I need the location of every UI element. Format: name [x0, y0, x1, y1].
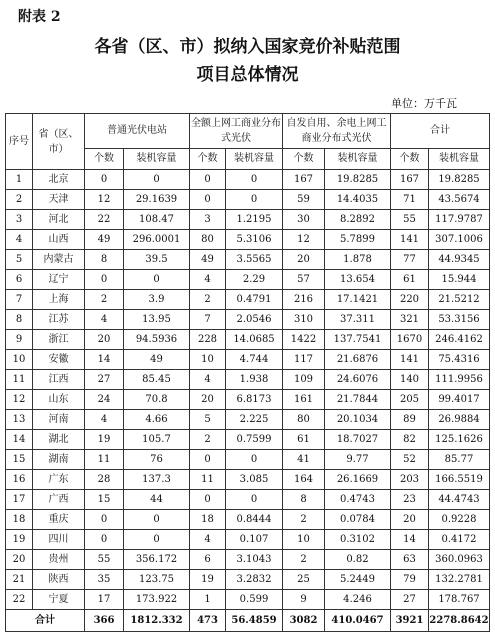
data-cell: 99.4017	[429, 390, 490, 410]
data-cell: 0.599	[226, 590, 283, 610]
data-cell: 2.29	[226, 270, 283, 290]
data-cell: 220	[391, 290, 429, 310]
data-cell: 94.5936	[124, 330, 190, 350]
data-cell: 49	[85, 230, 124, 250]
seq-cell: 14	[6, 430, 33, 450]
data-cell: 0	[124, 510, 190, 530]
data-cell: 49	[190, 250, 226, 270]
data-cell: 23	[391, 490, 429, 510]
data-cell: 0.9228	[429, 510, 490, 530]
subheader-capacity: 装机容量	[226, 149, 283, 170]
table-row	[6, 550, 490, 570]
data-cell: 105.7	[124, 430, 190, 450]
data-cell: 0	[226, 190, 283, 210]
total-cell: 56.4859	[226, 610, 283, 632]
table-row	[6, 230, 490, 250]
data-cell: 21.6876	[325, 350, 391, 370]
data-cell: 111.9956	[429, 370, 490, 390]
table-row	[6, 190, 490, 210]
data-cell: 17.1421	[325, 290, 391, 310]
data-cell: 8	[85, 250, 124, 270]
data-cell: 3.2832	[226, 570, 283, 590]
data-cell: 12	[85, 190, 124, 210]
province-cell: 陕西	[33, 570, 85, 590]
data-cell: 108.47	[124, 210, 190, 230]
data-cell: 0	[226, 490, 283, 510]
seq-cell: 4	[6, 230, 33, 250]
province-cell: 北京	[33, 170, 85, 190]
data-cell: 9	[283, 590, 325, 610]
data-cell: 137.7541	[325, 330, 391, 350]
data-cell: 0	[226, 450, 283, 470]
data-cell: 0	[124, 270, 190, 290]
province-cell: 宁夏	[33, 590, 85, 610]
table-row	[6, 470, 490, 490]
unit-label: 单位：万千瓦	[391, 97, 457, 110]
data-cell: 4	[190, 270, 226, 290]
table-row	[6, 210, 490, 230]
table-row	[6, 430, 490, 450]
data-cell: 70.8	[124, 390, 190, 410]
data-cell: 132.2781	[429, 570, 490, 590]
seq-cell: 6	[6, 270, 33, 290]
data-cell: 22	[85, 210, 124, 230]
total-cell: 3082	[283, 610, 325, 632]
table-row	[6, 310, 490, 330]
seq-cell: 9	[6, 330, 33, 350]
data-cell: 35	[85, 570, 124, 590]
data-cell: 44.9345	[429, 250, 490, 270]
data-cell: 61	[391, 270, 429, 290]
data-cell: 44	[124, 490, 190, 510]
data-cell: 27	[85, 370, 124, 390]
data-cell: 43.5674	[429, 190, 490, 210]
table-row	[6, 590, 490, 610]
data-cell: 25	[283, 570, 325, 590]
table-row	[6, 290, 490, 310]
data-cell: 2.0546	[226, 310, 283, 330]
seq-cell: 3	[6, 210, 33, 230]
data-cell: 29.1639	[124, 190, 190, 210]
data-cell: 11	[85, 450, 124, 470]
seq-cell: 2	[6, 190, 33, 210]
province-cell: 天津	[33, 190, 85, 210]
data-cell: 89	[391, 410, 429, 430]
data-cell: 0.0784	[325, 510, 391, 530]
province-cell: 河南	[33, 410, 85, 430]
data-cell: 4	[190, 370, 226, 390]
header-total: 合计	[391, 114, 490, 149]
data-cell: 80	[283, 410, 325, 430]
data-cell: 1.2195	[226, 210, 283, 230]
subheader-count: 个数	[283, 149, 325, 170]
total-cell: 366	[85, 610, 124, 632]
data-cell: 203	[391, 470, 429, 490]
data-cell: 75.4316	[429, 350, 490, 370]
data-cell: 76	[124, 450, 190, 470]
province-cell: 广西	[33, 490, 85, 510]
data-cell: 0.4172	[429, 530, 490, 550]
seq-cell: 8	[6, 310, 33, 330]
seq-cell: 10	[6, 350, 33, 370]
data-cell: 12	[283, 230, 325, 250]
data-cell: 0.7599	[226, 430, 283, 450]
data-cell: 20.1034	[325, 410, 391, 430]
data-cell: 28	[85, 470, 124, 490]
seq-cell: 21	[6, 570, 33, 590]
data-cell: 18.7027	[325, 430, 391, 450]
data-cell: 19	[190, 570, 226, 590]
province-cell: 浙江	[33, 330, 85, 350]
data-cell: 0	[190, 490, 226, 510]
data-cell: 20	[85, 330, 124, 350]
data-cell: 2	[283, 550, 325, 570]
data-cell: 85.45	[124, 370, 190, 390]
data-cell: 137.3	[124, 470, 190, 490]
total-label: 合计	[6, 610, 85, 632]
data-cell: 41	[283, 450, 325, 470]
subheader-count: 个数	[85, 149, 124, 170]
data-cell: 53.3156	[429, 310, 490, 330]
data-cell: 39.5	[124, 250, 190, 270]
data-cell: 307.1006	[429, 230, 490, 250]
province-cell: 贵州	[33, 550, 85, 570]
header-self-use-distributed: 自发自用、余电上网工商业分布式光伏	[283, 114, 391, 149]
data-cell: 1.938	[226, 370, 283, 390]
data-cell: 17	[85, 590, 124, 610]
province-cell: 山西	[33, 230, 85, 250]
data-cell: 0.82	[325, 550, 391, 570]
table-row	[6, 250, 490, 270]
data-cell: 0.107	[226, 530, 283, 550]
province-cell: 湖北	[33, 430, 85, 450]
table-row	[6, 350, 490, 370]
province-cell: 湖南	[33, 450, 85, 470]
data-cell: 205	[391, 390, 429, 410]
province-cell: 安徽	[33, 350, 85, 370]
data-cell: 1422	[283, 330, 325, 350]
data-cell: 173.922	[124, 590, 190, 610]
data-cell: 30	[283, 210, 325, 230]
data-cell: 117	[283, 350, 325, 370]
data-cell: 3	[190, 210, 226, 230]
data-cell: 0	[190, 450, 226, 470]
data-cell: 14	[391, 530, 429, 550]
seq-cell: 19	[6, 530, 33, 550]
seq-cell: 5	[6, 250, 33, 270]
data-cell: 49	[124, 350, 190, 370]
data-cell: 109	[283, 370, 325, 390]
appendix-label: 附表 2	[18, 9, 61, 25]
data-cell: 85.77	[429, 450, 490, 470]
data-cell: 13.654	[325, 270, 391, 290]
data-cell: 79	[391, 570, 429, 590]
data-cell: 0	[85, 170, 124, 190]
table-row	[6, 270, 490, 290]
data-cell: 71	[391, 190, 429, 210]
data-cell: 20	[391, 510, 429, 530]
province-cell: 河北	[33, 210, 85, 230]
data-cell: 167	[391, 170, 429, 190]
data-cell: 125.1626	[429, 430, 490, 450]
data-cell: 63	[391, 550, 429, 570]
data-cell: 1670	[391, 330, 429, 350]
data-cell: 117.9787	[429, 210, 490, 230]
province-cell: 内蒙古	[33, 250, 85, 270]
data-cell: 164	[283, 470, 325, 490]
data-cell: 1.878	[325, 250, 391, 270]
data-cell: 2.225	[226, 410, 283, 430]
table-row	[6, 450, 490, 470]
data-cell: 6	[190, 550, 226, 570]
province-cell: 广东	[33, 470, 85, 490]
page-title: 各省（区、市）拟纳入国家竞价补贴范围	[94, 37, 401, 57]
data-cell: 5	[190, 410, 226, 430]
data-cell: 19.8285	[325, 170, 391, 190]
data-cell: 321	[391, 310, 429, 330]
data-cell: 11	[190, 470, 226, 490]
data-cell: 26.1669	[325, 470, 391, 490]
data-cell: 2	[283, 510, 325, 530]
data-cell: 4.66	[124, 410, 190, 430]
data-cell: 0	[124, 530, 190, 550]
data-cell: 27	[391, 590, 429, 610]
seq-cell: 22	[6, 590, 33, 610]
data-cell: 3.5565	[226, 250, 283, 270]
province-cell: 重庆	[33, 510, 85, 530]
data-cell: 21.5212	[429, 290, 490, 310]
header-utility-pv: 普通光伏电站	[85, 114, 190, 149]
seq-cell: 20	[6, 550, 33, 570]
data-cell: 24	[85, 390, 124, 410]
data-cell: 20	[283, 250, 325, 270]
data-cell: 141	[391, 350, 429, 370]
data-cell: 20	[190, 390, 226, 410]
data-cell: 0.8444	[226, 510, 283, 530]
data-cell: 59	[283, 190, 325, 210]
data-cell: 9.77	[325, 450, 391, 470]
data-cell: 21.7844	[325, 390, 391, 410]
data-cell: 8	[283, 490, 325, 510]
data-cell: 8.2892	[325, 210, 391, 230]
data-cell: 15	[85, 490, 124, 510]
data-cell: 1	[190, 590, 226, 610]
data-cell: 178.767	[429, 590, 490, 610]
table-row	[6, 330, 490, 350]
data-cell: 4	[85, 310, 124, 330]
total-cell: 2278.8642	[429, 610, 490, 632]
data-cell: 4	[85, 410, 124, 430]
header-province: 省（区、市）	[33, 114, 85, 170]
data-cell: 161	[283, 390, 325, 410]
data-cell: 4	[190, 530, 226, 550]
data-cell: 246.4162	[429, 330, 490, 350]
data-cell: 0	[190, 170, 226, 190]
seq-cell: 18	[6, 510, 33, 530]
data-cell: 360.0963	[429, 550, 490, 570]
data-cell: 3.9	[124, 290, 190, 310]
data-cell: 0	[190, 190, 226, 210]
data-cell: 52	[391, 450, 429, 470]
data-cell: 0.4791	[226, 290, 283, 310]
data-cell: 7	[190, 310, 226, 330]
seq-cell: 13	[6, 410, 33, 430]
data-cell: 4.744	[226, 350, 283, 370]
data-cell: 26.9884	[429, 410, 490, 430]
data-cell: 15.944	[429, 270, 490, 290]
subheader-capacity: 装机容量	[124, 149, 190, 170]
data-cell: 296.0001	[124, 230, 190, 250]
province-cell: 山东	[33, 390, 85, 410]
province-cell: 江西	[33, 370, 85, 390]
data-cell: 19.8285	[429, 170, 490, 190]
project-table	[5, 113, 490, 632]
table-row	[6, 390, 490, 410]
data-cell: 167	[283, 170, 325, 190]
table-row	[6, 170, 490, 190]
data-cell: 356.172	[124, 550, 190, 570]
data-cell: 123.75	[124, 570, 190, 590]
subheader-capacity: 装机容量	[429, 149, 490, 170]
data-cell: 55	[85, 550, 124, 570]
data-cell: 14.0685	[226, 330, 283, 350]
province-cell: 辽宁	[33, 270, 85, 290]
seq-cell: 1	[6, 170, 33, 190]
seq-cell: 16	[6, 470, 33, 490]
data-cell: 2	[190, 430, 226, 450]
data-cell: 0	[124, 170, 190, 190]
table-row	[6, 410, 490, 430]
data-cell: 14.4035	[325, 190, 391, 210]
seq-cell: 7	[6, 290, 33, 310]
seq-cell: 17	[6, 490, 33, 510]
data-cell: 19	[85, 430, 124, 450]
data-cell: 0	[226, 170, 283, 190]
data-cell: 5.2449	[325, 570, 391, 590]
data-cell: 57	[283, 270, 325, 290]
data-cell: 141	[391, 230, 429, 250]
subheader-capacity: 装机容量	[325, 149, 391, 170]
total-row	[6, 610, 490, 632]
data-cell: 310	[283, 310, 325, 330]
subheader-count: 个数	[391, 149, 429, 170]
data-cell: 3.085	[226, 470, 283, 490]
table-row	[6, 570, 490, 590]
data-cell: 0	[85, 270, 124, 290]
data-cell: 18	[190, 510, 226, 530]
data-cell: 140	[391, 370, 429, 390]
province-cell: 上海	[33, 290, 85, 310]
data-cell: 6.8173	[226, 390, 283, 410]
province-cell: 四川	[33, 530, 85, 550]
total-cell: 3921	[391, 610, 429, 632]
data-cell: 2	[190, 290, 226, 310]
seq-cell: 11	[6, 370, 33, 390]
table-row	[6, 530, 490, 550]
data-cell: 0.3102	[325, 530, 391, 550]
data-cell: 216	[283, 290, 325, 310]
total-cell: 1812.332	[124, 610, 190, 632]
table-row	[6, 370, 490, 390]
data-cell: 37.311	[325, 310, 391, 330]
data-cell: 77	[391, 250, 429, 270]
data-cell: 0	[85, 510, 124, 530]
data-cell: 5.3106	[226, 230, 283, 250]
data-cell: 82	[391, 430, 429, 450]
data-cell: 228	[190, 330, 226, 350]
data-cell: 2	[85, 290, 124, 310]
total-cell: 473	[190, 610, 226, 632]
page-subtitle: 项目总体情况	[196, 65, 299, 85]
data-cell: 3.1043	[226, 550, 283, 570]
data-cell: 24.6076	[325, 370, 391, 390]
total-cell: 410.0467	[325, 610, 391, 632]
subheader-count: 个数	[190, 149, 226, 170]
data-cell: 4.246	[325, 590, 391, 610]
data-cell: 5.7899	[325, 230, 391, 250]
table-row	[6, 510, 490, 530]
table-row	[6, 490, 490, 510]
data-cell: 10	[190, 350, 226, 370]
seq-cell: 15	[6, 450, 33, 470]
data-cell: 61	[283, 430, 325, 450]
data-cell: 13.95	[124, 310, 190, 330]
header-full-grid-distributed: 全额上网工商业分布式光伏	[190, 114, 283, 149]
data-cell: 166.5519	[429, 470, 490, 490]
data-cell: 0	[85, 530, 124, 550]
header-seq: 序号	[6, 114, 33, 170]
data-cell: 14	[85, 350, 124, 370]
seq-cell: 12	[6, 390, 33, 410]
province-cell: 江苏	[33, 310, 85, 330]
data-cell: 55	[391, 210, 429, 230]
data-cell: 80	[190, 230, 226, 250]
data-cell: 0.4743	[325, 490, 391, 510]
data-cell: 10	[283, 530, 325, 550]
data-cell: 44.4743	[429, 490, 490, 510]
